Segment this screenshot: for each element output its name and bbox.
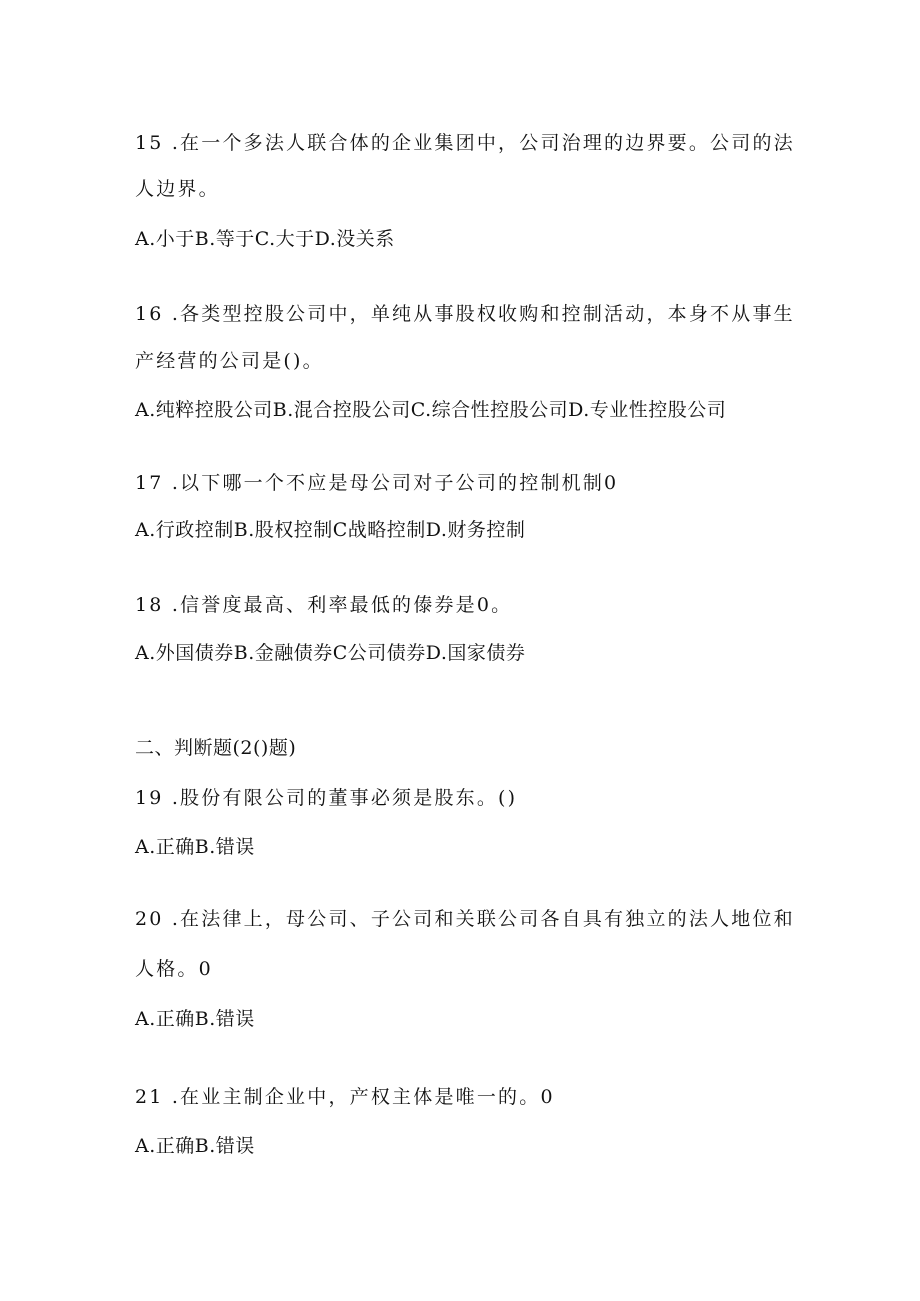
question-21-text: 21 .在业主制企业中，产权主体是唯一的。0 (135, 1086, 555, 1108)
question-19-options: A.正确B.错误 (135, 836, 255, 858)
question-20-text-line2: 人格。0 (135, 958, 213, 980)
question-16-text-line1: 16 .各类型控股公司中，单纯从事股权收购和控制活动，本身不从事生 (135, 303, 795, 325)
question-16-options: A.纯粹控股公司B.混合控股公司C.综合性控股公司D.专业性控股公司 (135, 399, 727, 421)
question-15-text-line1: 15 .在一个多法人联合体的企业集团中，公司治理的边界要。公司的法 (135, 132, 795, 154)
question-19-text: 19 .股份有限公司的董事必须是股东。() (135, 787, 518, 809)
question-15-text-line2: 人边界。 (135, 178, 220, 200)
question-20-options: A.正确B.错误 (135, 1008, 255, 1030)
question-17-text: 17 .以下哪一个不应是母公司对子公司的控制机制0 (135, 472, 619, 494)
question-21-options: A.正确B.错误 (135, 1135, 255, 1157)
question-20-text-line1: 20 .在法律上，母公司、子公司和关联公司各自具有独立的法人地位和 (135, 908, 795, 930)
question-16-text-line2: 产经营的公司是()。 (135, 350, 324, 372)
question-17-options: A.行政控制B.股权控制C战略控制D.财务控制 (135, 519, 526, 541)
question-18-options: A.外国债券B.金融债券C公司债券D.国家债券 (135, 642, 526, 664)
question-18-text: 18 .信誉度最高、利率最低的傣券是0。 (135, 594, 513, 616)
question-15-options: A.小于B.等于C.大于D.没关系 (135, 228, 395, 250)
section-heading: 二、判断题(2()题) (135, 737, 297, 759)
